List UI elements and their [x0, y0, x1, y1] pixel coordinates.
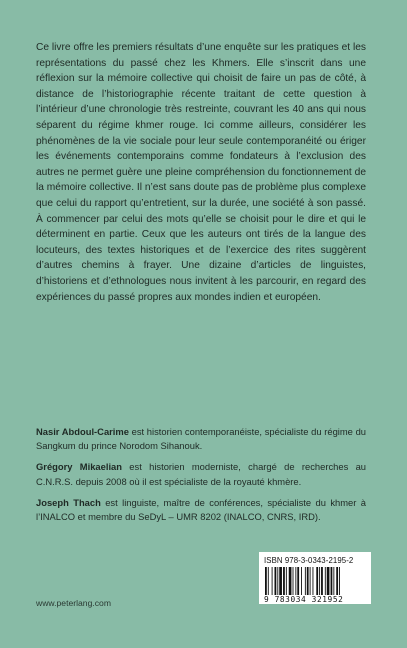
barcode-bar: [295, 567, 296, 595]
barcode-bar: [283, 567, 285, 595]
isbn-barcode-box: [259, 552, 371, 604]
barcode-bar: [333, 567, 334, 595]
barcode-bar: [286, 567, 287, 595]
barcode-bar: [331, 567, 333, 595]
author-bios: [36, 425, 366, 531]
isbn-label: ISBN 978-3-0343-2195-2: [264, 556, 354, 565]
barcode-bar: [327, 567, 330, 595]
barcode-bar: [310, 567, 311, 595]
author-bio: [36, 496, 366, 524]
author-description: est historien contemporanéiste, spécialiste du régime du Sangkum du prince Norodom Sihanouk.: [36, 426, 366, 452]
barcode-bar: [279, 567, 282, 595]
author-bio: [36, 425, 366, 453]
blurb-text: Ce livre offre les premiers résultats d’une enquête sur les pratiques et les représentations du passé chez les Khmers. Elle s’inscrit dans une réflexion sur la mémoire collective qui choisit de faire un pas de côté, à distance de l’historiographie récente traitant de cette question à l’intérieur d’une chronologie très restreinte, couvrant les 40 ans qui nous séparent du régime khmer rouge. Ici comme ailleurs, considérer les phénomènes de la vie sociale pour leur seule contemporanéité ou ériger les événements contemporains comme fondateurs à l’exclusion des autres ne permet guère une pleine compréhension du fonctionnement de la mémoire collective. Il n’est sans doute pas de problème plus complexe que celui du rapport qu’entretient, sur la durée, une société à son passé. À commencer par celui des mots qu’elle se choisit pour le dire et qui le déterminent en partie. Ceux que les auteurs ont tirés de la langue des locuteurs, des textes historiques et de l’exercice des rites suggèrent d’autres chemins à frayer. Une dizaine d’articles de linguistes, d’historiens et d’ethnologues nous invitent à les parcourir, en regard des expériences du passé propres aux mondes indien et européen.: [36, 42, 366, 303]
barcode-bar: [321, 567, 323, 595]
barcode-bar: [301, 567, 302, 595]
barcode-bar: [268, 567, 269, 595]
barcode-bar: [275, 567, 277, 595]
barcode-bar: [307, 567, 309, 595]
author-name: Grégory Mikaelian: [36, 461, 122, 473]
author-description: est linguiste, maître de conférences, spécialiste du khmer à l’INALCO et membre du SeDyL – UMR 8202 (INALCO, CNRS, IRD).: [36, 496, 366, 523]
barcode-bar: [272, 567, 273, 595]
barcode-bar: [297, 567, 299, 595]
author-bio: [36, 460, 366, 488]
author-name: Joseph Thach: [36, 496, 101, 508]
barcode-bar: [316, 567, 318, 595]
barcode: [264, 567, 366, 595]
barcode-bar: [265, 567, 267, 595]
author-description: est historien moderniste, chargé de recherches au C.N.R.S. depuis 2008 où il est spécialiste de la royauté khmère.: [36, 461, 367, 487]
barcode-bar: [339, 567, 340, 595]
barcode-bar: [293, 567, 294, 595]
barcode-digits: 9 783034 321952: [264, 595, 344, 604]
barcode-bar: [325, 567, 326, 595]
barcode-bar: [289, 567, 292, 595]
barcode-bar: [277, 567, 278, 595]
author-name: Nasir Abdoul-Carime: [36, 426, 129, 437]
barcode-bar: [319, 567, 320, 595]
barcode-bar: [313, 567, 314, 595]
barcode-bar: [336, 567, 338, 595]
barcode-bar: [305, 567, 306, 595]
publisher-url[interactable]: www.peterlang.com: [36, 598, 111, 608]
